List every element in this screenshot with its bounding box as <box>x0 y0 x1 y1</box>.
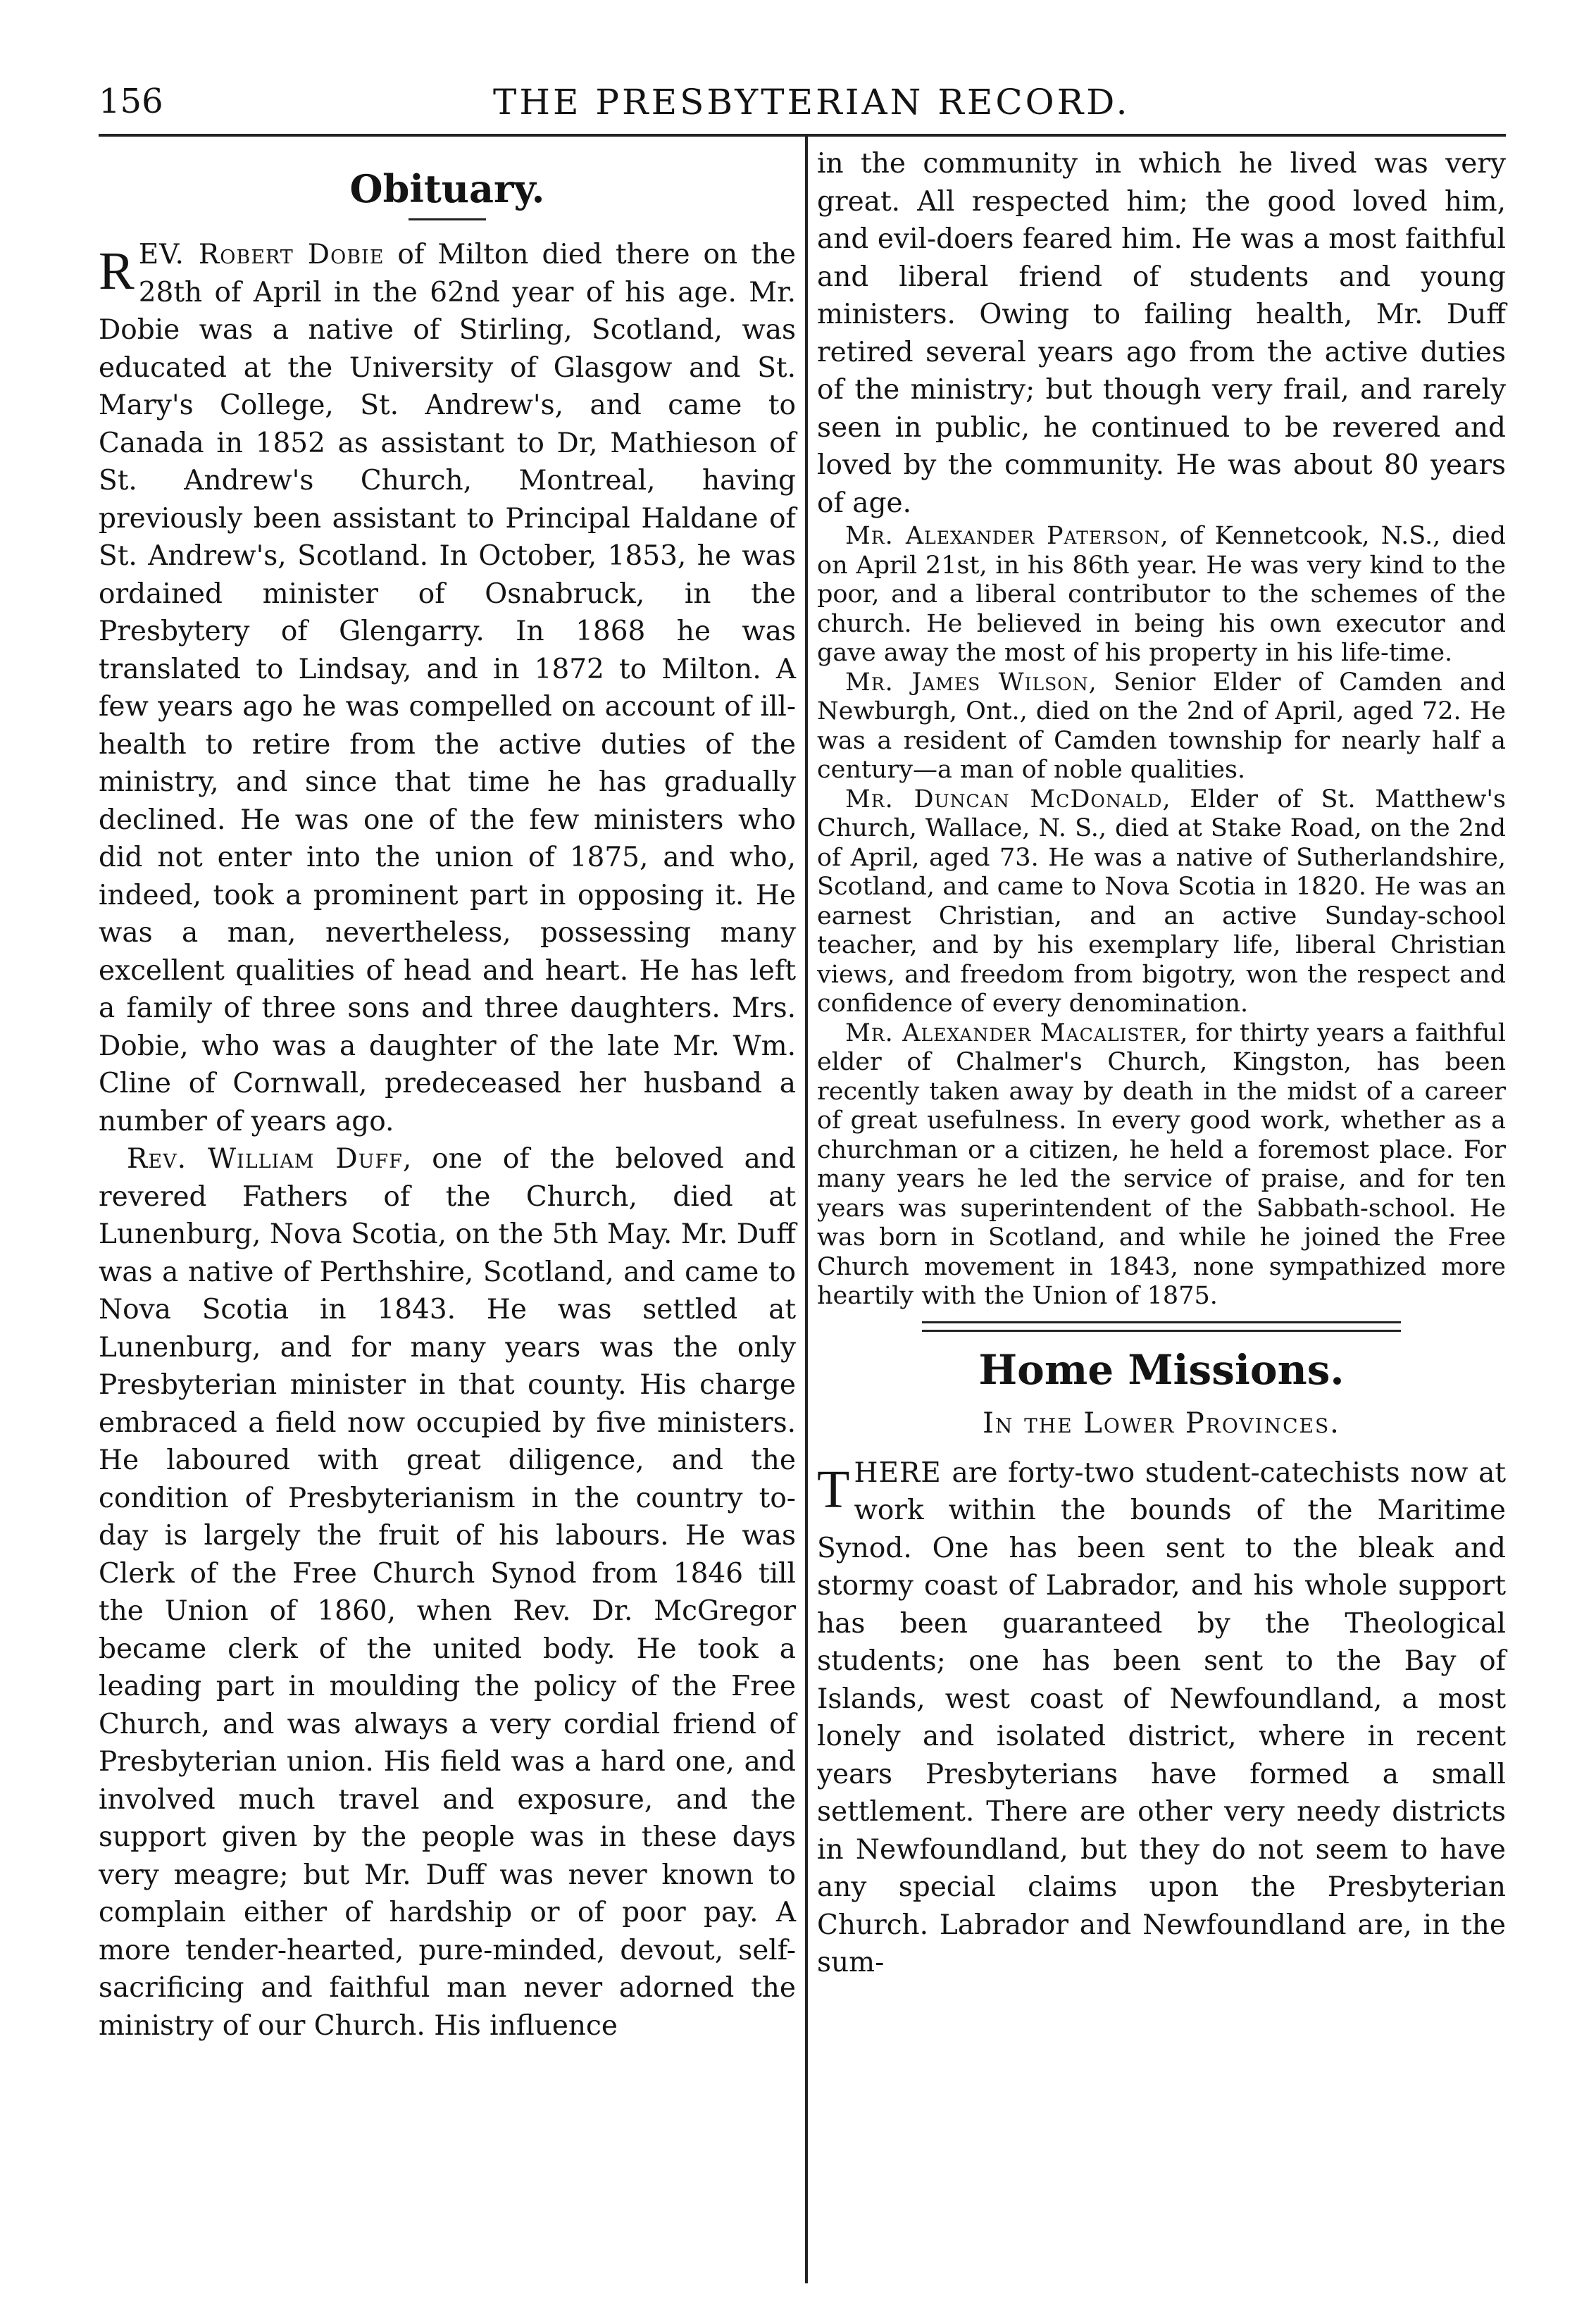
obituary-mcdonald <box>817 785 1506 1019</box>
left-column <box>99 145 796 2045</box>
obituary-name: EV. Robert Dobie <box>138 239 385 270</box>
obituary-text: , one of the beloved and revered Fathers of the Church, died at Lunenburg, Nova Scotia, on the 5th May. Mr. Duff was a native of Perthshire, Scotland, and came to Nova Scotia in 1843. He was settled at Lunenburg, and for many years was the only Presbyterian minister in that county. His charge embraced a field now occupied by five ministers. He laboured with great diligence, and the condition of Presbyterianism in the country to-day is largely the fruit of his labours. He was Clerk of the Free Church Synod from 1846 till the Union of 1860, when Rev. Dr. McGregor became clerk of the united body. He took a leading part in moulding the policy of the Free Church, and was always a very cordial friend of Presbyterian union. His field was a hard one, and involved much travel and exposure, and the support given by the people was in these days very meagre; but Mr. Duff was never known to complain either of hardship or of poor pay. A more tender-hearted, pure-minded, devout, self-sacrificing and faithful man never adorned the ministry of our Church. His influence <box>99 1143 796 2042</box>
obituary-heading: Obituary. <box>349 166 545 211</box>
obituary-dobie <box>99 236 796 1140</box>
obituary-wilson <box>817 668 1506 785</box>
body-text: are forty-two student-catechists now at work within the bounds of the Maritime Synod. One has been sent to the bleak and stormy coast of Labrador, and his whole support has been guaranteed by the Theological students; one has been sent to the Bay of Islands, west coast of Newfoundland, a most lonely and isolated district, where in recent years Presbyterians have formed a small settlement. There are other very needy districts in Newfoundland, but they do not seem to have any special claims upon the Presbyterian Church. Labrador and Newfoundland are, in the sum- <box>817 1456 1506 1978</box>
right-column <box>817 145 1506 1982</box>
header-rule <box>99 134 1506 137</box>
drop-cap: R <box>99 242 135 301</box>
running-head <box>99 77 1504 134</box>
section-divider <box>922 1321 1401 1332</box>
obituary-name: Rev. William Duff <box>127 1143 403 1175</box>
obituary-notices <box>817 522 1506 1311</box>
heading-rule <box>409 218 486 220</box>
home-missions-heading: Home Missions. <box>978 1345 1345 1394</box>
column-divider <box>805 137 808 2283</box>
obituary-name: Mr. Alexander Macalister <box>845 1018 1180 1047</box>
obituary-text: of Milton died there on the 28th of April in the 62nd year of his age. Mr. Dobie was a native of Stirling, Scotland, was educated at the University of Glasgow and St. Mary's College, St. Andrew's, and came to Canada in 1852 as assistant to Dr, Mathieson of St. Andrew's Church, Montreal, having previously been assistant to Principal Haldane of St. Andrew's, Scotland. In October, 1853, he was ordained minister of Osnabruck, in the Presbytery of Glengarry. In 1868 he was translated to Lindsay, and in 1872 to Milton. A few years ago he was compelled on account of ill-health to retire from the active duties of the ministry, and since that time he has gradually declined. He was one of the few ministers who did not enter into the union of 1875, and who, indeed, took a prominent part in opposing it. He was a man, nevertheless, possessing many excellent qualities of head and heart. He has left a family of three sons and three daughters. Mrs. Dobie, who was a daughter of the late Mr. Wm. Cline of Cornwall, predeceased her husband a number of years ago. <box>99 239 796 1137</box>
obituary-duff <box>99 1140 796 2045</box>
obituary-name: Mr. Alexander Paterson <box>845 522 1161 550</box>
obituary-macalister <box>817 1019 1506 1311</box>
obituary-text: , of Kennetcook, N.S., died on April 21st, in his 86th year. He was very kind to the poor, and a liberal contributor to the schemes of the church. He believed in being his own executor and gave away the most of his property in his life-time. <box>817 522 1506 667</box>
home-missions-text <box>817 1454 1506 1982</box>
page-number: 156 <box>99 82 163 121</box>
obituary-name: Mr. Duncan McDonald <box>845 785 1163 813</box>
obituary-text: , Senior Elder of Camden and Newburgh, Ont., died on the 2nd of April, aged 72. He was a resident of Camden township for nearly half a century—a man of noble qualities. <box>817 668 1507 784</box>
drop-cap: T <box>817 1459 850 1519</box>
journal-title: THE PRESBYTERIAN RECORD. <box>493 82 1130 123</box>
home-missions-subheading: In the Lower Provinces. <box>983 1406 1340 1440</box>
obituary-text: , for thirty years a faithful elder of Chalmer's Church, Kingston, has been recently taken away by death in the midst of a career of great usefulness. In every good work, whether as a churchman or a citizen, he held a foremost place. For many years he led the service of praise, and for ten years was superintendent of the Sabbath-school. He was born in Scotland, and while he joined the Free Church movement in 1843, none sympathized more heartily with the Union of 1875. <box>817 1018 1506 1310</box>
obituary-name: Mr. James Wilson <box>845 668 1089 697</box>
obituary-duff-continued: in the community in which he lived was very great. All respected him; the good loved him, and evil-doers feared him. He was a most faithful and liberal friend of students and young ministers. Owing to failing health, Mr. Duff retired several years ago from the active duties of the ministry; but though very frail, and rarely seen in public, he continued to be revered and loved by the community. He was about 80 years of age. <box>817 148 1506 519</box>
obituary-text: , Elder of St. Matthew's Church, Wallace, N. S., died at Stake Road, on the 2nd of April, aged 73. He was a native of Sutherlandshire, Scotland, and came to Nova Scotia in 1820. He was an earnest Christian, and an active Sunday-school teacher, and by his exemplary life, liberal Christian views, and freedom from bigotry, won the respect and confidence of every denomination. <box>817 785 1506 1018</box>
obituary-paterson <box>817 522 1506 668</box>
lead-word: HERE <box>854 1456 942 1489</box>
